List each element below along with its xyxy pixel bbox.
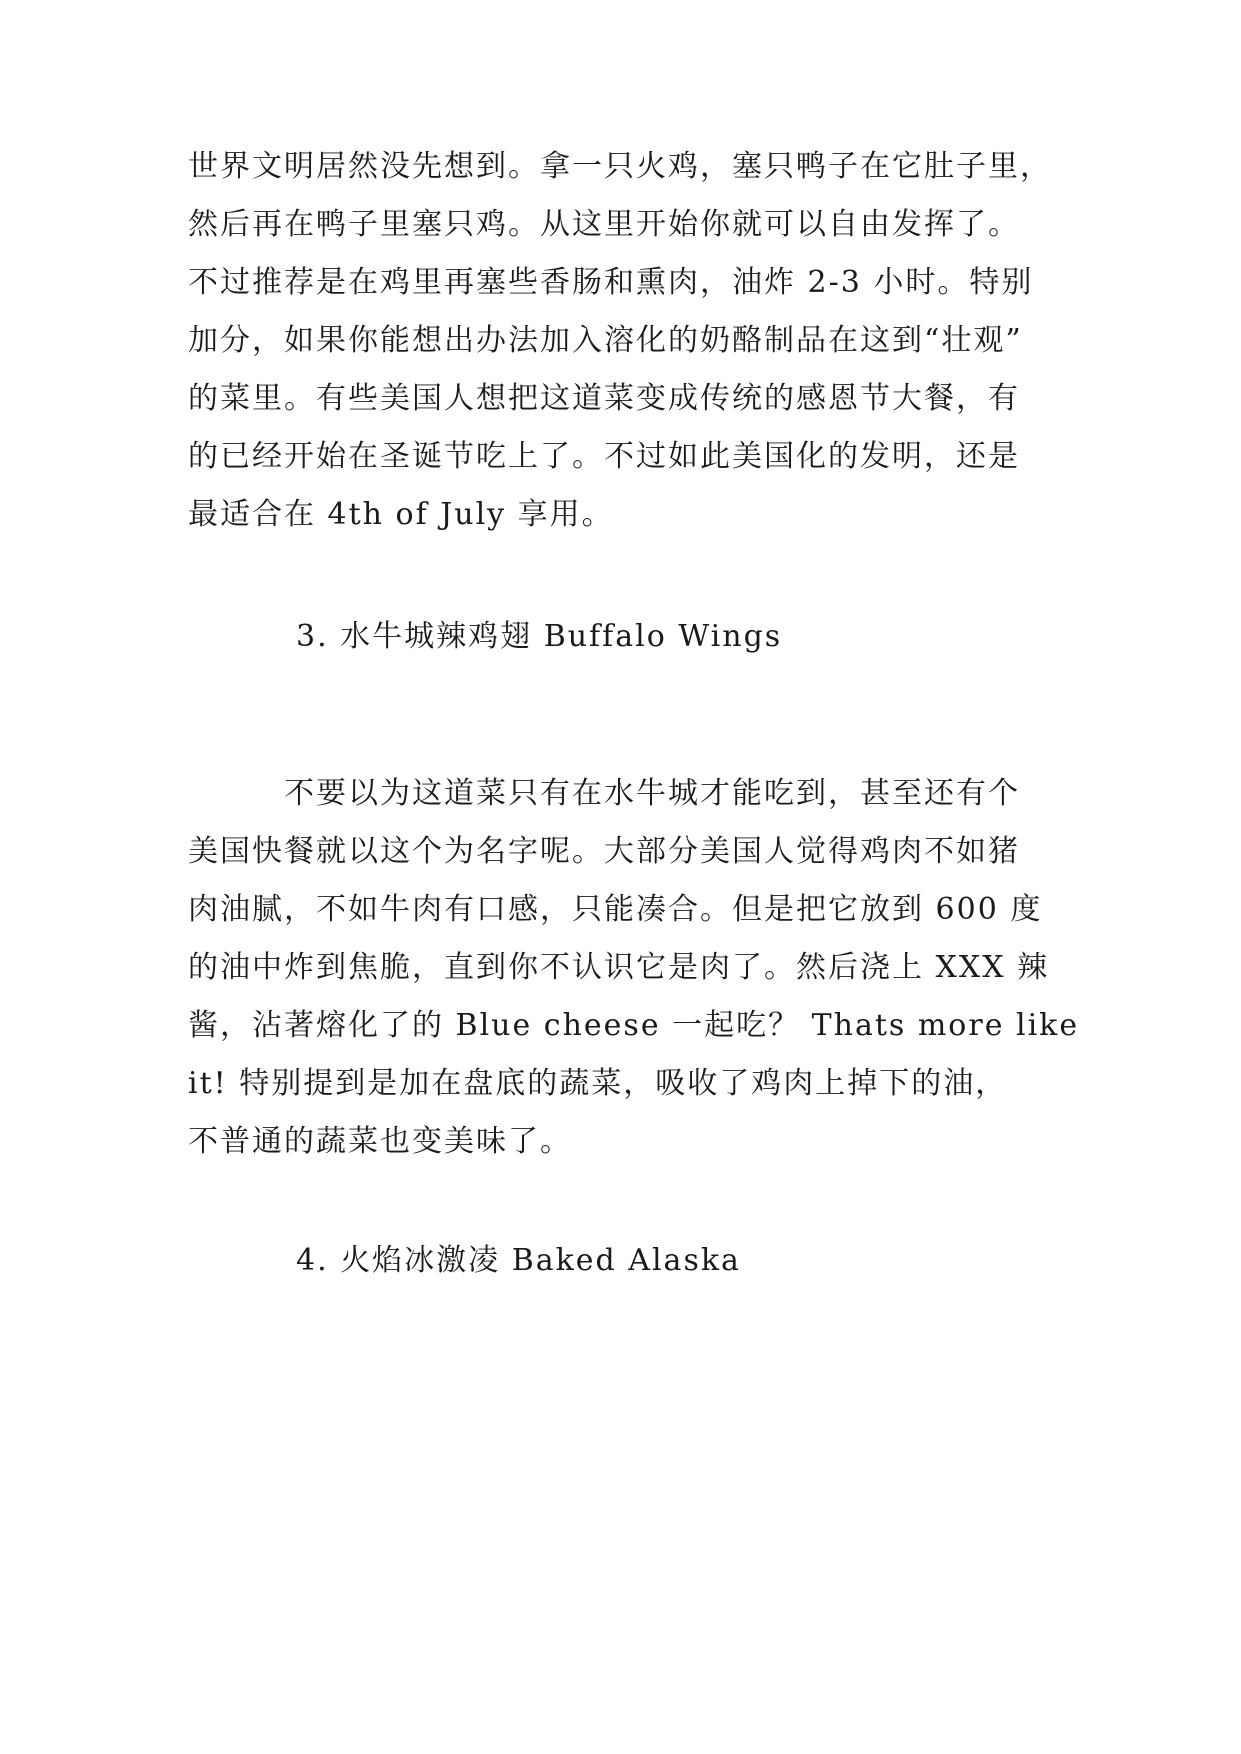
paragraph-line: 世界文明居然没先想到。拿一只火鸡，塞只鸭子在它肚子里，: [188, 149, 1052, 184]
paragraph-line: it! 特别提到是加在盘底的蔬菜，吸收了鸡肉上掉下的油，: [188, 1066, 1008, 1101]
paragraph-line: 最适合在 4th of July 享用。: [188, 497, 614, 532]
paragraph-line: 不普通的蔬菜也变美味了。: [188, 1124, 572, 1159]
paragraph-line: 加分，如果你能想出办法加入溶化的奶酪制品在这到“壮观”: [188, 323, 1023, 358]
paragraph-buffalo-wings: [188, 765, 1088, 1171]
section-heading-buffalo-wings: 3. 水牛城辣鸡翅 Buffalo Wings: [296, 619, 783, 654]
paragraph-turducken: [188, 138, 1088, 544]
paragraph-line: 不过推荐是在鸡里再塞些香肠和熏肉，油炸 2-3 小时。特别: [188, 265, 1034, 300]
paragraph-line: 不要以为这道菜只有在水牛城才能吃到，甚至还有个: [188, 776, 1020, 811]
paragraph-line: 美国快餐就以这个为名字呢。大部分美国人觉得鸡肉不如猪: [188, 834, 1020, 869]
paragraph-line: 然后再在鸭子里塞只鸡。从这里开始你就可以自由发挥了。: [188, 207, 1020, 242]
paragraph-line: 酱，沾著熔化了的 Blue cheese 一起吃？ Thats more like: [188, 1008, 1080, 1043]
paragraph-line: 的已经开始在圣诞节吃上了。不过如此美国化的发明，还是: [188, 439, 1020, 474]
paragraph-line: 的菜里。有些美国人想把这道菜变成传统的感恩节大餐，有: [188, 381, 1020, 416]
section-heading-baked-alaska: 4. 火焰冰激凌 Baked Alaska: [296, 1243, 741, 1278]
paragraph-line: 的油中炸到焦脆，直到你不认识它是肉了。然后浇上 XXX 辣: [188, 950, 1050, 985]
paragraph-line: 肉油腻，不如牛肉有口感，只能凑合。但是把它放到 600 度: [188, 892, 1043, 927]
